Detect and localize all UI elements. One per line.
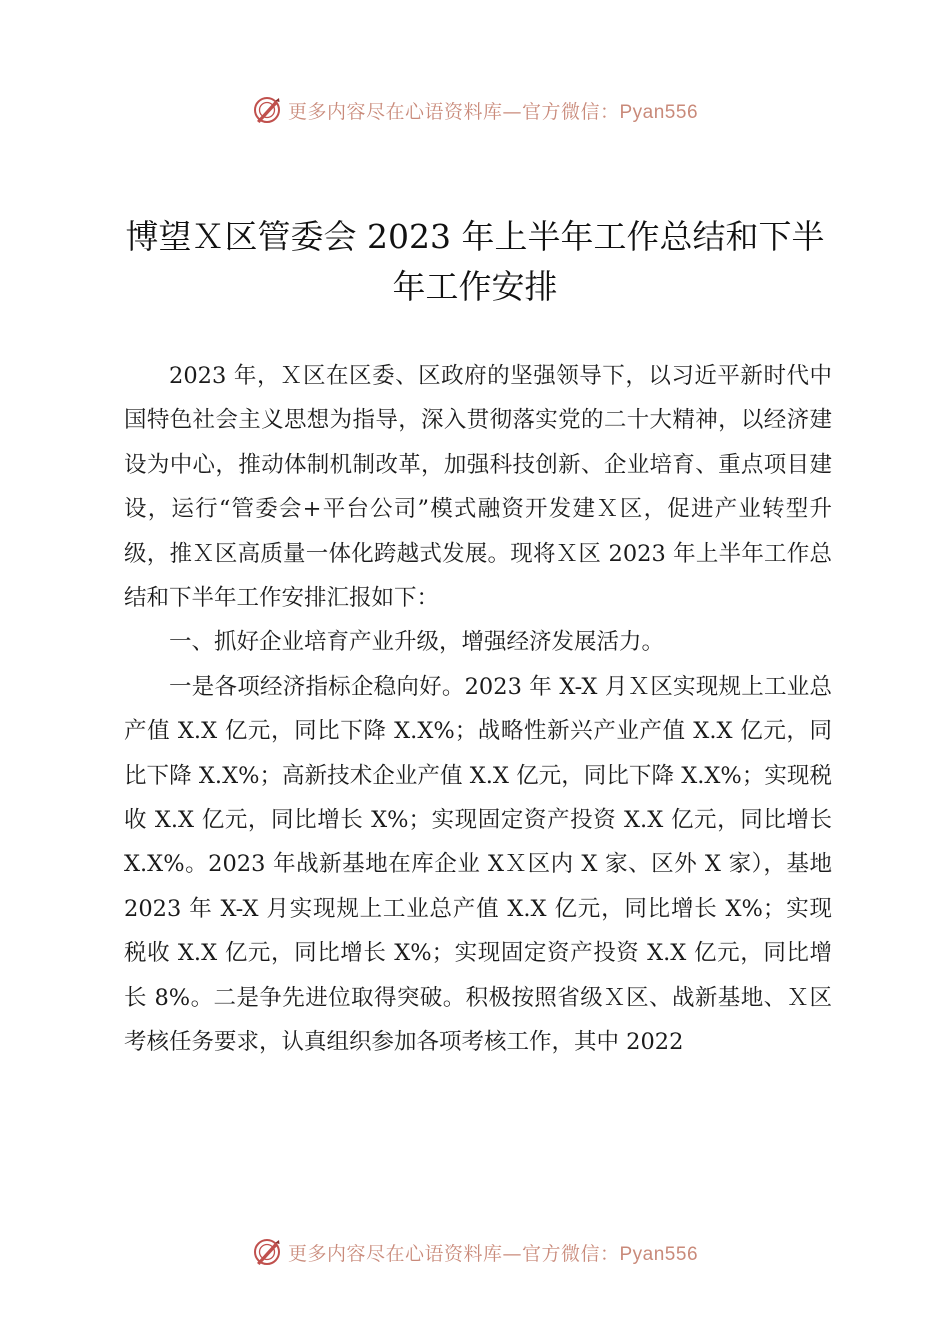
watermark-banner-bottom xyxy=(0,1232,950,1272)
paragraph-section-heading: 一、抓好企业培育产业升级，增强经济发展活力。 xyxy=(169,629,665,656)
watermark-text: 更多内容尽在心语资料库—官方微信：Pyan556 xyxy=(287,100,699,123)
paragraph-economic-indicators: 一是各项经济指标企稳向好。2023 年 X-X 月Ｘ区实现规上工业总产值 X.X 亿元，同比下降 X.X%；战略性新兴产业产值 X.X 亿元，同比下降 X.X%；高新技术企业产值 X.X 亿元，同比下降 X.X%；实现税收 X.X 亿元，同比增长 X%；实现固定资产投资 X.X 亿元，同比增长 X.X%。2023 年战新基地在库企业 XＸ区内 X 家、区外 X 家），基地 2023 年 X-X 月实现规上工业总产值 X.X 亿元，同比增长 X%；实现税收 X.X 亿元，同比增长 X%；实现固定资产投资 X.X 亿元，同比增长 8%。二是争先进位取得突破。积极按照省级Ｘ区、战新基地、Ｘ区考核任务要求，认真组织参加各项考核工作，其中 2022 xyxy=(124,673,832,1056)
pen-logo-icon xyxy=(252,95,282,125)
watermark-text: 更多内容尽在心语资料库—官方微信：Pyan556 xyxy=(287,1242,699,1265)
watermark-banner-top xyxy=(0,90,950,130)
paragraph-intro: 2023 年，Ｘ区在区委、区政府的坚强领导下，以习近平新时代中国特色社会主义思想为指导，深入贯彻落实党的二十大精神，以经济建设为中心，推动体制机制改革，加强科技创新、企业培育、重点项目建设，运行“管委会+平台公司”模式融资开发建Ｘ区，促进产业转型升级，推Ｘ区高质量一体化跨越式发展。现将Ｘ区 2023 年上半年工作总结和下半年工作安排汇报如下： xyxy=(124,363,832,612)
document-title: 博望Ｘ区管委会 2023 年上半年工作总结和下半年工作安排 xyxy=(125,217,825,306)
document-body xyxy=(124,354,832,1065)
pen-logo-icon xyxy=(252,1237,282,1267)
